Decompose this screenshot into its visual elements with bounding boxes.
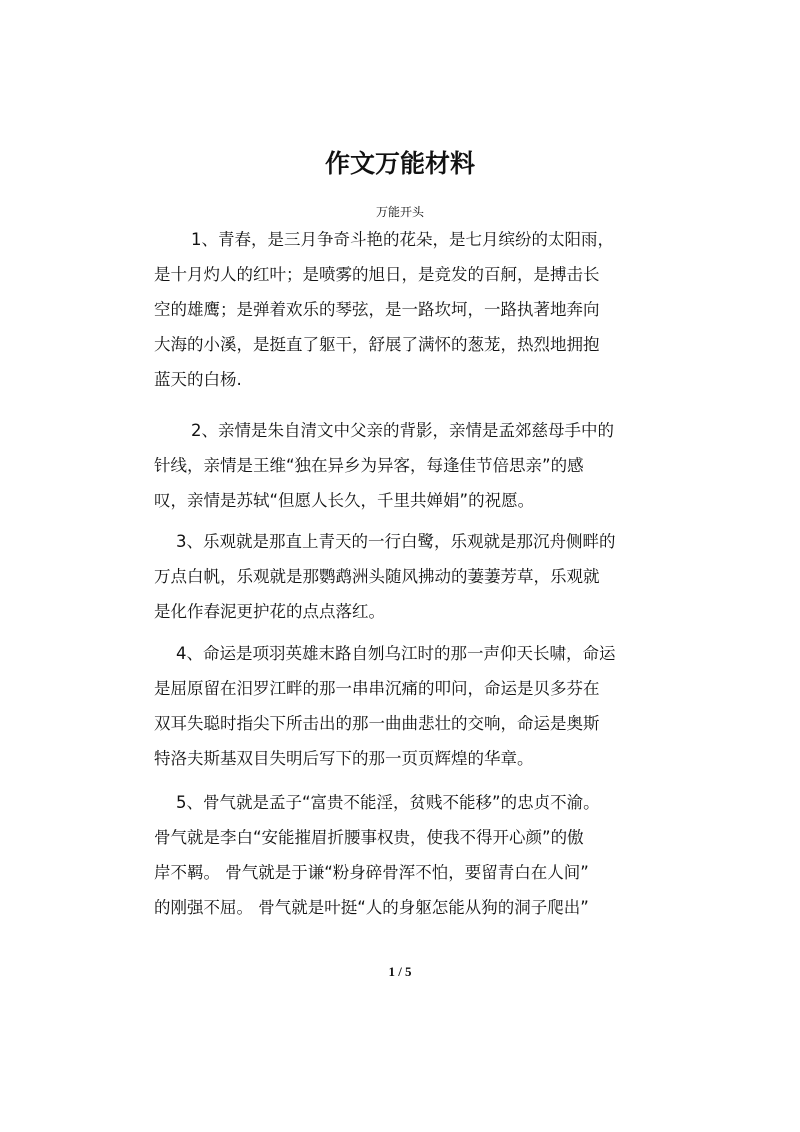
paragraph-line: 是化作春泥更护花的点点落红。	[154, 602, 385, 621]
paragraph-line: 的刚强不屈。 骨气就是叶挺“人的身躯怎能从狗的洞子爬出”	[154, 898, 589, 917]
paragraph-line: 双耳失聪时指尖下所击出的那一曲曲悲壮的交响，命运是奥斯	[154, 714, 600, 733]
page-title: 作文万能材料	[324, 149, 475, 178]
paragraph-line: 岸不羁。 骨气就是于谦“粉身碎骨浑不怕，要留青白在人间”	[154, 863, 589, 882]
paragraph-line: 是十月灼人的红叶；是喷雾的旭日，是竞发的百舸，是搏击长	[154, 265, 600, 284]
paragraph-line: 4、命运是项羽英雄末路自刎乌江时的那一声仰天长啸，命运	[176, 644, 616, 663]
paragraph-line: 5、骨气就是孟子“富贵不能淫，贫贱不能移”的忠贞不渝。	[176, 793, 600, 812]
paragraph-line: 特洛夫斯基双目失明后写下的那一页页辉煌的华章。	[154, 749, 534, 768]
paragraph-line: 2、亲情是朱自清文中父亲的背影，亲情是孟郊慈母手中的	[191, 421, 614, 440]
paragraph-line: 3、乐观就是那直上青天的一行白鹭，乐观就是那沉舟侧畔的	[176, 532, 616, 551]
paragraph-line: 叹，亲情是苏轼“但愿人长久，千里共婵娟”的祝愿。	[154, 491, 535, 510]
paragraph-line: 是屈原留在汨罗江畔的那一串串沉痛的叩问，命运是贝多芬在	[154, 679, 600, 698]
section-heading: 万能开头	[375, 205, 424, 219]
paragraph-line: 大海的小溪，是挺直了躯干，舒展了满怀的葱茏，热烈地拥抱	[154, 335, 600, 354]
paragraph-line: 蓝天的白杨.	[154, 370, 242, 389]
page-number: 1 / 5	[388, 964, 412, 979]
paragraph-line: 1、青春，是三月争奇斗艳的花朵，是七月缤纷的太阳雨，	[191, 230, 614, 249]
paragraph-line: 万点白帆，乐观就是那鹦鹉洲头随风拂动的萋萋芳草，乐观就	[154, 567, 600, 586]
paragraph-line: 空的雄鹰；是弹着欢乐的琴弦，是一路坎坷，一路执著地奔向	[154, 300, 600, 319]
paragraph-line: 针线，亲情是王维“独在异乡为异客，每逢佳节倍思亲”的感	[154, 456, 584, 475]
paragraph-line: 骨气就是李白“安能摧眉折腰事权贵，使我不得开心颜”的傲	[154, 828, 584, 847]
